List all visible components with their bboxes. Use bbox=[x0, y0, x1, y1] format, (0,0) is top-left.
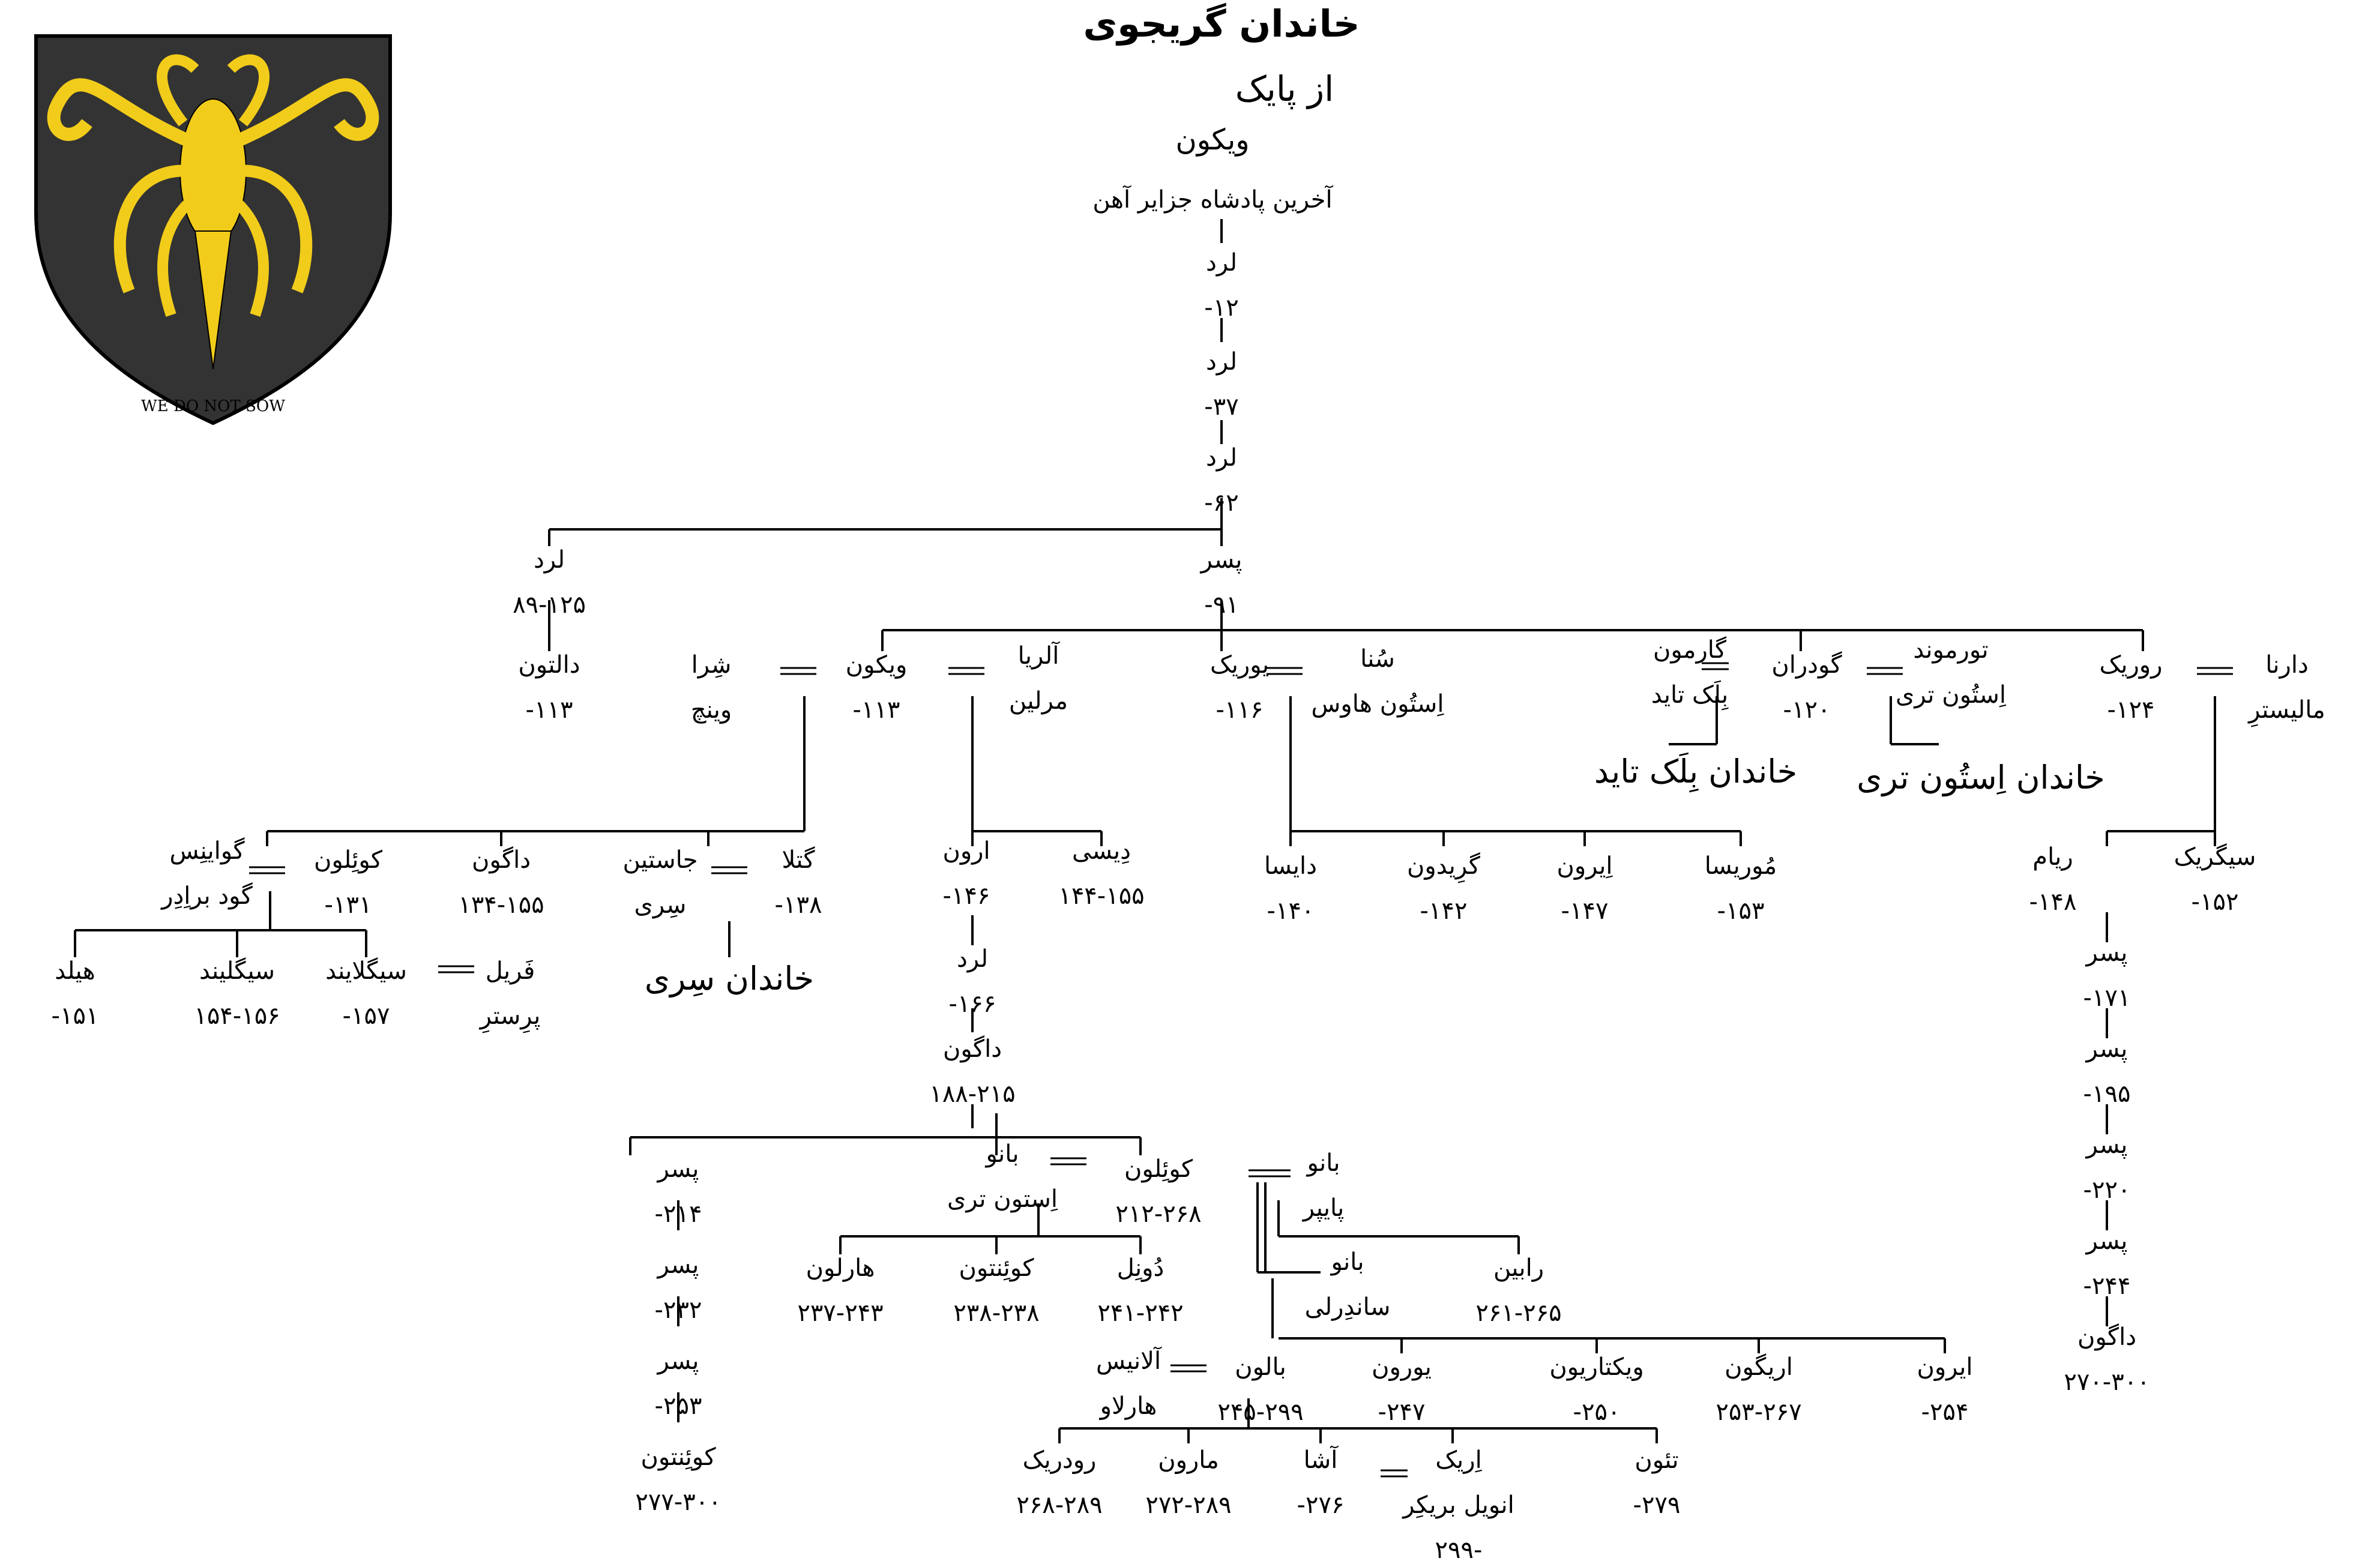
person-lady_piper-name: بانو bbox=[1307, 1149, 1340, 1177]
person-donel-dates: ۲۴۱-۲۴۲ bbox=[1097, 1299, 1184, 1327]
person-donel-name: دُونِل bbox=[1116, 1254, 1164, 1282]
house-sarsfield: خاندان سِری bbox=[644, 960, 815, 997]
person-rorrik-name: روریک bbox=[2099, 651, 2163, 679]
person-quenton-name: کوئِنتون bbox=[959, 1254, 1034, 1282]
person-dagon134-dates: ۱۳۴-۱۵۵ bbox=[458, 891, 544, 919]
person-gella-dates: -۱۳۸ bbox=[774, 891, 822, 919]
person-son232-dates: -۲۳۲ bbox=[654, 1296, 702, 1324]
person-daisy-dates: ۱۴۴-۱۵۵ bbox=[1058, 882, 1145, 910]
person-qalon131-name: کوئِلون bbox=[313, 846, 383, 874]
person-dagon270-name: داگون bbox=[2077, 1323, 2137, 1351]
person-morisa-name: مُوریسا bbox=[1704, 852, 1777, 880]
kraken-crest bbox=[33, 33, 393, 429]
person-theon-dates: -۲۷۹ bbox=[1633, 1491, 1681, 1519]
person-qalon212-name: کوئِلون bbox=[1124, 1155, 1193, 1183]
person-urron-name: یورون bbox=[1372, 1353, 1432, 1381]
person-sigrin-name: سیگلیند bbox=[199, 957, 276, 985]
person-vickon113-name: ویکون bbox=[845, 651, 908, 679]
person-son195-dates: -۱۹۵ bbox=[2083, 1080, 2131, 1108]
person-alannys-name: آلانیس bbox=[1095, 1347, 1161, 1375]
house-blacktyde: خاندان بِلَک تاید bbox=[1594, 753, 1798, 790]
person-erik-name: اِریک bbox=[1435, 1446, 1482, 1474]
person-victarion-name: ویکتاریون bbox=[1549, 1353, 1644, 1381]
person-garmon-name: گارمون bbox=[1652, 636, 1727, 664]
person-justin-note: سِری bbox=[634, 891, 687, 919]
person-maron-dates: ۲۷۲-۲۸۹ bbox=[1145, 1491, 1232, 1519]
person-gudran-name: گودران bbox=[1771, 651, 1842, 679]
person-iron147-name: اِیرون bbox=[1556, 852, 1613, 880]
person-son253-dates: -۲۵۳ bbox=[654, 1392, 702, 1420]
person-urrik-name: یوریک bbox=[1210, 651, 1270, 679]
person-dagon270-dates: ۲۷۰-۳۰۰ bbox=[2064, 1368, 2150, 1396]
house-stonetree: خاندان اِستُون تری bbox=[1857, 759, 2105, 796]
person-dagon188-dates: ۱۸۸-۲۱۵ bbox=[929, 1080, 1016, 1108]
person-lord2-dates: -۳۷ bbox=[1204, 393, 1239, 421]
person-asha-name: آشا bbox=[1303, 1446, 1338, 1474]
person-son244-name: پسر bbox=[2086, 1227, 2128, 1255]
person-son214-name: پسر bbox=[657, 1155, 699, 1183]
person-urrik-dates: -۱۱۶ bbox=[1216, 696, 1264, 724]
person-son253-name: پسر bbox=[657, 1347, 699, 1375]
person-rodrik-name: رودریک bbox=[1022, 1446, 1097, 1474]
person-gella-name: گتلا bbox=[782, 846, 815, 874]
person-erik-note: انویل بریکِر bbox=[1403, 1491, 1514, 1519]
person-garmon-note: بِلَک تاید bbox=[1651, 681, 1729, 709]
person-dagon134-name: داگون bbox=[471, 846, 531, 874]
person-son220-dates: -۲۲۰ bbox=[2083, 1176, 2131, 1204]
person-sona-name: سُنا bbox=[1360, 645, 1395, 673]
person-lord1-name: لرد bbox=[1205, 249, 1238, 277]
person-gwynesse-note: گود براِدِر bbox=[161, 882, 253, 910]
person-lady_sunderly-name: بانو bbox=[1331, 1248, 1364, 1276]
person-alannys-note: هارلاو bbox=[1100, 1392, 1157, 1420]
crest-motto: WE DO NOT SOW bbox=[141, 397, 285, 415]
person-sigland-name: سیگلایند bbox=[325, 957, 407, 985]
person-sigrin-dates: ۱۵۴-۱۵۶ bbox=[194, 1002, 280, 1030]
person-sigrik-name: سیگریک bbox=[2174, 843, 2256, 871]
person-daisa-name: دایسا bbox=[1264, 852, 1317, 880]
person-shera-note: وینچ bbox=[690, 696, 732, 724]
person-son91-dates: -۹۱ bbox=[1204, 591, 1239, 619]
person-quenton-dates: ۲۳۸-۲۳۸ bbox=[953, 1299, 1040, 1327]
person-asha-dates: -۲۷۶ bbox=[1297, 1491, 1345, 1519]
person-alria-note: مرلین bbox=[1008, 687, 1068, 715]
person-dagon188-name: داگون bbox=[942, 1035, 1002, 1063]
person-erron-name: ارون bbox=[942, 837, 990, 865]
person-vickon113-dates: -۱۱۳ bbox=[852, 696, 900, 724]
person-qalon212-dates: ۲۱۲-۲۶۸ bbox=[1115, 1200, 1202, 1228]
person-sona-note: اِستُون هاوس bbox=[1311, 690, 1444, 718]
person-qalon131-dates: -۱۳۱ bbox=[324, 891, 372, 919]
person-victarion-dates: -۲۵۰ bbox=[1573, 1398, 1621, 1426]
person-lady_st-note: اِستون تری bbox=[947, 1185, 1058, 1213]
person-rabin-name: رابین bbox=[1493, 1254, 1544, 1282]
person-qalon277-dates: ۲۷۷-۳۰۰ bbox=[635, 1488, 722, 1516]
person-lord3-dates: -۶۲ bbox=[1204, 489, 1239, 517]
person-lady_piper-note: پایپر bbox=[1303, 1194, 1345, 1222]
person-iron254-name: ایرون bbox=[1917, 1353, 1973, 1381]
person-lord89-name: لرد bbox=[533, 546, 565, 574]
person-heald-dates: -۱۵۱ bbox=[51, 1002, 99, 1030]
person-theon-name: تئون bbox=[1634, 1446, 1679, 1474]
person-aeron-dates: ۲۵۳-۲۶۷ bbox=[1716, 1398, 1802, 1426]
person-freil-name: فَریل bbox=[485, 957, 535, 985]
person-iron147-dates: -۱۴۷ bbox=[1561, 897, 1609, 925]
person-aeron-name: اریگون bbox=[1725, 1353, 1793, 1381]
person-erik-dates: ۲۹۹- bbox=[1435, 1536, 1483, 1564]
person-from_pyke-name: از پایک bbox=[1235, 68, 1334, 109]
person-lord166-dates: -۱۶۶ bbox=[948, 990, 996, 1018]
person-daisy-name: دِیسی bbox=[1072, 837, 1131, 865]
person-lady_st-name: بانو bbox=[986, 1140, 1019, 1168]
person-lord89-dates: ۸۹-۱۲۵ bbox=[513, 591, 586, 619]
person-darna-name: دارنا bbox=[2265, 651, 2309, 679]
person-freil-note: پرِسترِ bbox=[480, 1002, 541, 1030]
person-maron-name: مارون bbox=[1158, 1446, 1219, 1474]
person-tormund-note: اِستُون تری bbox=[1896, 681, 2006, 709]
person-heald-name: هیلد bbox=[55, 957, 95, 985]
person-daisa-dates: -۱۴۰ bbox=[1267, 897, 1315, 925]
person-lady_sunderly-note: ساندِرلی bbox=[1304, 1293, 1391, 1321]
person-balon-name: بالون bbox=[1235, 1353, 1286, 1381]
person-sigrik-dates: -۱۵۲ bbox=[2191, 888, 2239, 916]
person-qalon277-name: کوئِنتون bbox=[640, 1443, 716, 1471]
person-balon-dates: ۲۴۵-۲۹۹ bbox=[1217, 1398, 1304, 1426]
person-justin-name: جاستین bbox=[622, 846, 698, 874]
person-son91-name: پسر bbox=[1201, 546, 1243, 574]
person-rayam-name: ریام bbox=[2032, 843, 2073, 871]
person-urron-dates: -۲۴۷ bbox=[1378, 1398, 1426, 1426]
person-rayam-dates: -۱۴۸ bbox=[2029, 888, 2077, 916]
person-rabin-dates: ۲۶۱-۲۶۵ bbox=[1475, 1299, 1562, 1327]
person-vickon-note: آخرین پادشاه جزایر آهن bbox=[1092, 186, 1333, 214]
person-lord3-name: لرد bbox=[1205, 444, 1238, 472]
person-gudran-dates: -۱۲۰ bbox=[1783, 696, 1831, 724]
person-son232-name: پسر bbox=[657, 1251, 699, 1279]
person-son244-dates: -۲۴۴ bbox=[2083, 1272, 2131, 1300]
person-rodrik-dates: ۲۶۸-۲۸۹ bbox=[1016, 1491, 1103, 1519]
person-iron254-dates: -۲۵۴ bbox=[1921, 1398, 1969, 1426]
person-sigland-dates: -۱۵۷ bbox=[342, 1002, 390, 1030]
person-darna-note: مالیسترِ bbox=[2249, 696, 2325, 724]
person-alria-name: آلریا bbox=[1017, 642, 1059, 670]
person-morisa-dates: -۱۵۳ bbox=[1717, 897, 1765, 925]
person-gwynesse-name: گواینِس bbox=[169, 837, 245, 865]
person-lord1-dates: -۱۲ bbox=[1204, 294, 1239, 322]
page-title: خاندان گریجوی bbox=[1083, 2, 1360, 46]
person-gridon-dates: -۱۴۲ bbox=[1420, 897, 1468, 925]
person-son171-name: پسر bbox=[2086, 939, 2128, 967]
person-shera-name: شِرا bbox=[691, 651, 732, 679]
person-gridon-name: گرِیدون bbox=[1407, 852, 1480, 880]
person-lord2-name: لرد bbox=[1205, 348, 1238, 376]
person-lord166-name: لرد bbox=[956, 945, 989, 973]
person-tormund-name: تورموند bbox=[1913, 636, 1989, 664]
person-son220-name: پسر bbox=[2086, 1131, 2128, 1159]
person-dalton-name: دالتون bbox=[518, 651, 580, 679]
person-dalton-dates: -۱۱۳ bbox=[525, 696, 573, 724]
person-rorrik-dates: -۱۲۴ bbox=[2107, 696, 2155, 724]
person-harlon-name: هارلون bbox=[806, 1254, 875, 1282]
person-son171-dates: -۱۷۱ bbox=[2083, 984, 2131, 1012]
person-harlon-dates: ۲۳۷-۲۴۳ bbox=[797, 1299, 884, 1327]
person-vickon-name: ویکون bbox=[1175, 123, 1250, 157]
person-son195-name: پسر bbox=[2086, 1035, 2128, 1063]
person-son214-dates: -۲۱۴ bbox=[654, 1200, 702, 1228]
person-erron-dates: -۱۴۶ bbox=[942, 882, 990, 910]
